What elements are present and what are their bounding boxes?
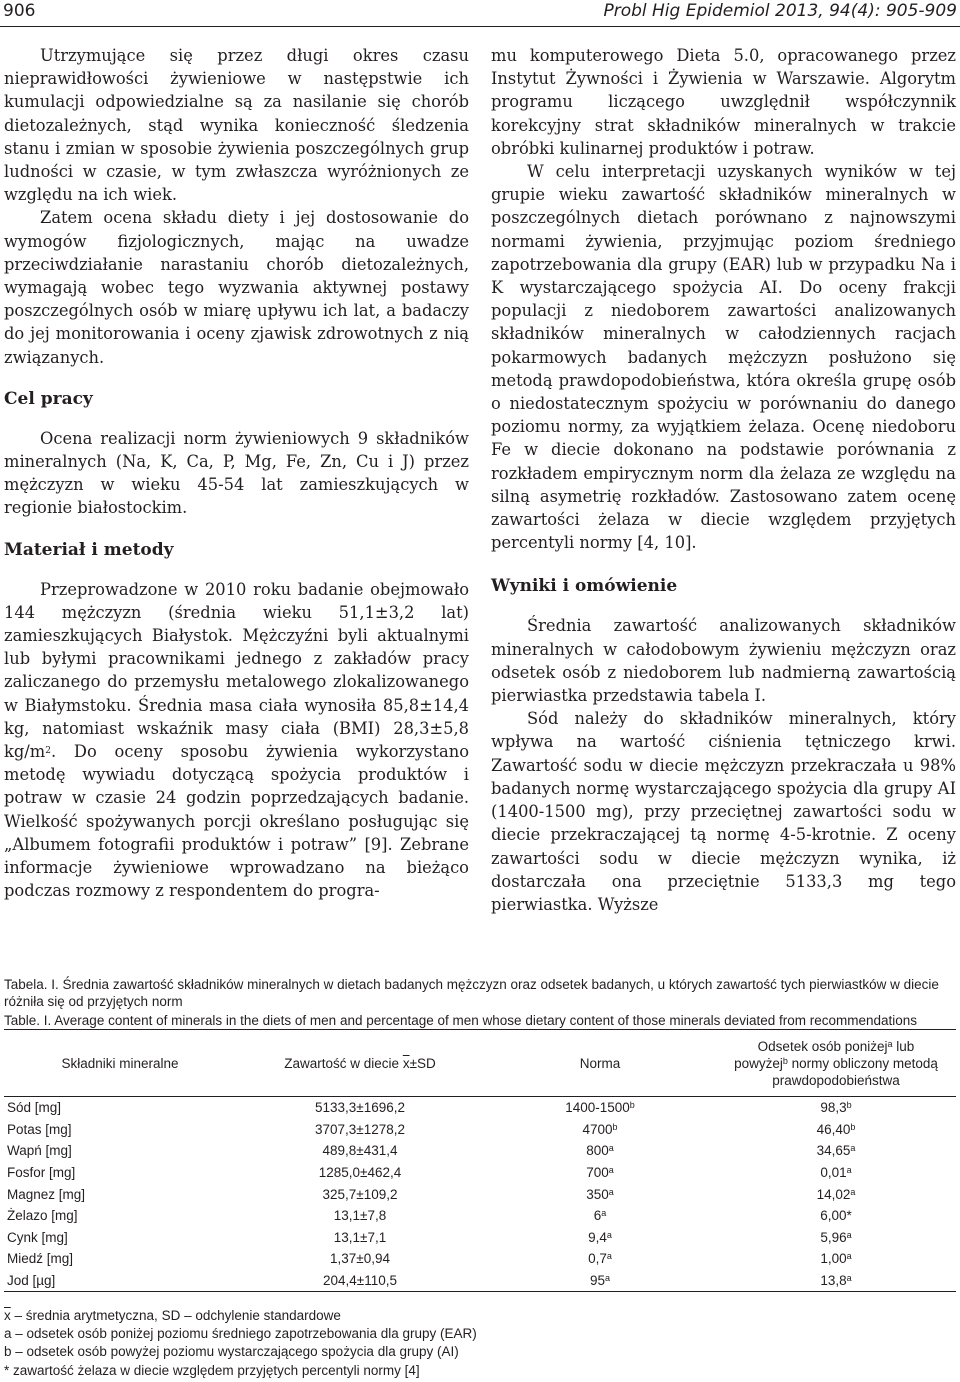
journal-reference: Probl Hig Epidemiol 2013, 94(4): 905-909 — [603, 1, 957, 21]
header-pct-line2-end: normy obliczony metodą — [787, 1055, 938, 1071]
cell-norm-superscript: a — [608, 1186, 614, 1197]
cell-content-value: 3707,3±1278,2 — [315, 1121, 405, 1137]
cell-percentage-superscript: a — [846, 1165, 852, 1176]
cell-norm-superscript: a — [601, 1208, 607, 1219]
cell-norm-value: 4700 — [582, 1121, 613, 1137]
cell-mineral — [4, 1205, 236, 1227]
cell-content — [236, 1248, 484, 1270]
cell-percentage-superscript: a — [850, 1186, 856, 1197]
table-header-row — [4, 1030, 956, 1097]
cell-norm-superscript: a — [605, 1273, 611, 1284]
cell-norm-value: 6 — [593, 1208, 602, 1224]
header-content-text: Zawartość w diecie — [284, 1055, 403, 1071]
header-pct-line1: Odsetek osób poniżej — [757, 1038, 888, 1054]
table-row — [4, 1205, 956, 1227]
header-minerals: Składniki mineralne — [4, 1030, 236, 1097]
cell-percentage-value: 0,01 — [820, 1165, 847, 1181]
cell-mineral-value: Sód [mg] — [7, 1100, 62, 1116]
cell-percentage — [716, 1205, 956, 1227]
methods-text-a: Przeprowadzone w 2010 roku badanie obejmowało 144 mężczyzn (średnia wieku 51,1±3,2 lat) zamieszkujących Białystok. Mężczyźni byli aktualnymi lub byłymi pracownikami jednego z zakładów pracy zaliczanego do przemysłu metalowego zlokalizowanego w Białymstoku. Średnia masa ciała wynosiła 85,8±14,4 kg, natomiast wskaźnik masy ciała (BMI) 28,3±5,8 kg/m — [4, 579, 469, 762]
cell-content-value: 325,7±109,2 — [322, 1186, 398, 1202]
cell-mineral-value: Cynk [mg] — [7, 1229, 68, 1245]
cell-mineral-value: Fosfor [mg] — [7, 1165, 76, 1181]
cell-norm-value: 350 — [586, 1186, 609, 1202]
note-iron: * zawartość żelaza w diecie względem przyjętych percentyli normy [4] — [4, 1362, 420, 1378]
results-paragraph-2: Sód należy do składników mineralnych, który wpływa na wartość ciśnienia tętniczego krwi. Zawartość sodu w diecie mężczyzn przekraczała u 98% badanych normę wystarczającego spożycia dla grupy AI (1400-1500 mg), przy przeciętnej zawartości sodu w diecie przekraczającej tą normę 4-5-krotnie. Z oceny zawartości sodu w diecie mężczyzn wynika, iż dostarczała ona przeciętnie 5133,3 mg tego pierwiastka. Wyższe — [491, 709, 956, 914]
cell-percentage-value: 6,00* — [820, 1208, 852, 1224]
cell-norm — [484, 1183, 716, 1205]
methods-superscript: 2 — [45, 746, 51, 757]
methods-paragraph — [4, 578, 469, 903]
page-number: 906 — [3, 1, 36, 21]
cell-percentage — [716, 1183, 956, 1205]
cell-norm-value: 95 — [589, 1273, 605, 1289]
cell-percentage-value: 5,96 — [820, 1229, 847, 1245]
cell-content-value: 13,1±7,1 — [333, 1229, 387, 1245]
cell-norm-value: 1400-1500 — [565, 1100, 630, 1116]
cell-norm — [484, 1227, 716, 1249]
cell-percentage — [716, 1140, 956, 1162]
cell-content — [236, 1183, 484, 1205]
table-row — [4, 1097, 956, 1119]
cell-percentage-value: 98,3 — [820, 1100, 847, 1116]
aim-heading: Cel pracy — [4, 388, 93, 409]
running-header — [0, 0, 960, 26]
cell-content-value: 5133,3±1696,2 — [315, 1100, 405, 1116]
cell-percentage-value: 13,8 — [820, 1273, 847, 1289]
table-row — [4, 1183, 956, 1205]
cell-percentage-superscript: a — [850, 1143, 856, 1154]
cell-percentage-superscript: a — [846, 1273, 852, 1284]
cell-percentage-superscript: b — [850, 1121, 856, 1132]
cell-mineral-value: Magnez [mg] — [7, 1186, 86, 1202]
note-mean-symbol: $\overline{x}$ — [4, 1308, 11, 1323]
table-row — [4, 1119, 956, 1141]
note-a: a – odsetek osób poniżej poziomu średniego zapotrzebowania dla grupy (EAR) — [4, 1326, 477, 1342]
cell-percentage-value: 1,00 — [820, 1251, 847, 1267]
table-body — [4, 1097, 956, 1292]
cell-norm-value: 0,7 — [588, 1251, 607, 1267]
header-pct-line3: prawdopodobieństwa — [772, 1072, 900, 1088]
cell-norm — [484, 1140, 716, 1162]
cell-norm — [484, 1270, 716, 1292]
results-heading: Wyniki i omówienie — [491, 576, 678, 597]
header-content-sd: ±SD — [409, 1055, 436, 1071]
cell-content-value: 204,4±110,5 — [323, 1273, 397, 1289]
cell-norm-superscript: a — [606, 1229, 612, 1240]
cell-mineral-value: Wapń [mg] — [7, 1143, 72, 1159]
cell-percentage-superscript: b — [846, 1100, 852, 1111]
cell-mineral — [4, 1162, 236, 1184]
cell-mineral-value: Jod [µg] — [7, 1273, 56, 1289]
cell-percentage — [716, 1119, 956, 1141]
methods-text-b: . Do oceny sposobu żywienia wykorzystano metodę wywiadu dotyczącą spożycia produktów i potraw w czasie 24 godzin poprzedzających badanie. Wielkość spożywanych porcji określano posługując się „Albumem fotografii produktów i potraw” [9]. Zebrane informacje żywieniowe wprowadzano na bieżąco podczas rozmowy z respondentem do progra- — [4, 742, 469, 901]
cell-content — [236, 1227, 484, 1249]
cell-norm-value: 800 — [586, 1143, 609, 1159]
cell-percentage-superscript: a — [846, 1251, 852, 1262]
cell-percentage — [716, 1162, 956, 1184]
table-caption-en: Table. I. Average content of minerals in the diets of men and percentage of men whose dietary content of those minerals deviated from recommendations — [4, 1013, 918, 1028]
cell-mineral — [4, 1097, 236, 1119]
cell-norm-superscript: a — [606, 1251, 612, 1262]
header-pct-sup-a: a — [887, 1038, 893, 1049]
cell-norm-superscript: b — [612, 1121, 618, 1132]
aim-paragraph: Ocena realizacji norm żywieniowych 9 składników mineralnych (Na, K, Ca, P, Mg, Fe, Zn, Cu i J) przez mężczyzn w wieku 45-54 lat zamieszkujących w regionie białostockim. — [4, 428, 469, 518]
table-row — [4, 1162, 956, 1184]
cell-percentage — [716, 1097, 956, 1119]
cell-percentage — [716, 1248, 956, 1270]
cell-norm — [484, 1097, 716, 1119]
table-row — [4, 1248, 956, 1270]
cell-mineral — [4, 1119, 236, 1141]
header-rule — [0, 26, 960, 27]
right-column — [491, 44, 956, 916]
cell-percentage — [716, 1227, 956, 1249]
cell-norm-superscript: b — [629, 1100, 635, 1111]
cell-mineral — [4, 1227, 236, 1249]
table-row — [4, 1270, 956, 1292]
cell-percentage-value: 14,02 — [816, 1186, 851, 1202]
header-pct-line1-end: lub — [892, 1038, 915, 1054]
cell-mineral-value: Potas [mg] — [7, 1121, 72, 1137]
cell-content-value: 489,8±431,4 — [322, 1143, 398, 1159]
cell-percentage-superscript: a — [846, 1229, 852, 1240]
cell-content-value: 13,1±7,8 — [333, 1208, 387, 1224]
cell-norm-superscript: a — [608, 1165, 614, 1176]
cell-content — [236, 1097, 484, 1119]
cell-mineral-value: Miedź [mg] — [7, 1251, 74, 1267]
minerals-table — [4, 1029, 956, 1292]
cell-norm-value: 700 — [586, 1165, 609, 1181]
left-column — [4, 44, 469, 903]
cell-mineral — [4, 1270, 236, 1292]
cell-norm — [484, 1119, 716, 1141]
table-caption — [4, 976, 954, 1029]
table-row — [4, 1227, 956, 1249]
header-content — [236, 1030, 484, 1097]
mean-symbol: $\overline{x}$ — [402, 1055, 410, 1071]
cell-percentage — [716, 1270, 956, 1292]
intro-paragraph-2: Zatem ocena składu diety i jej dostosowanie do wymogów fizjologicznych, mając na uwadze przeciwdziałanie narastaniu chorób dietozależnych, wymagają wobec tego wyzwania aktywnej postawy poszczególnych osób w miarę upływu ich lat, a badaczy do jej monitorowania i oceny zjawisk zdrowotnych z nią związanych. — [4, 208, 469, 367]
table-row — [4, 1140, 956, 1162]
cell-content-value: 1285,0±462,4 — [318, 1165, 402, 1181]
cell-mineral — [4, 1140, 236, 1162]
header-norm: Norma — [484, 1030, 716, 1097]
cell-percentage-value: 34,65 — [816, 1143, 851, 1159]
cell-content-value: 1,37±0,94 — [330, 1251, 390, 1267]
header-percentage — [716, 1030, 956, 1097]
methods-paragraph-2: W celu interpretacji uzyskanych wyników w tej grupie wieku zawartość składników mineralnych w poszczególnych dietach porównano z najnowszymi normami żywienia, przyjmując poziom średniego zapotrzebowania dla grupy (EAR) lub w przypadku Na i K wystarczającego spożycia AI. Do oceny frakcji populacji z niedoborem zawartości analizowanych składników mineralnych w całodziennych racjach pokarmowych badanych mężczyzn posłużono się metodą prawdopodobieństwa, która określa grupę osób o niedostatecznym spożyciu w porównaniu do danego poziomu normy, za wyjątkiem żelaza. Ocenę niedoboru Fe w diecie dokonano na podstawie porównania z rozkładem empirycznym norm dla żelaza ze względu na silną asymetrię rozkładów. Zastosowano zatem ocenę zawartości żelaza w diecie względem przyjętych percentyli normy [4, 10]. — [491, 162, 956, 553]
header-pct-line2: powyżej — [734, 1055, 783, 1071]
table-caption-pl: Tabela. I. Średnia zawartość składników mineralnych w dietach badanych mężczyzn oraz odsetek badanych, u których zawartość tych pierwiastków w diecie różniła się od przyjętych norm — [4, 977, 939, 1009]
results-paragraph-1: Średnia zawartość analizowanych składników mineralnych w całodobowym żywieniu mężczyzn oraz odsetek osób z niedoborem lub nadmierną zawartością pierwiastka przedstawia tabela I. — [491, 616, 956, 706]
methods-continuation: mu komputerowego Dieta 5.0, opracowanego przez Instytut Żywności i Żywienia w Warszawie. Algorytm programu liczącego uwzględnił współczynnik korekcyjny strat składników mineralnych w trakcie obróbki kulinarnej produktów i potraw. — [491, 46, 956, 158]
cell-norm-superscript: a — [608, 1143, 614, 1154]
cell-mineral — [4, 1183, 236, 1205]
methods-heading: Materiał i metody — [4, 539, 174, 560]
header-pct-sup-b: b — [782, 1055, 788, 1066]
cell-mineral-value: Żelazo [mg] — [7, 1208, 78, 1224]
intro-paragraph-1: Utrzymujące się przez długi okres czasu nieprawidłowości żywieniowe w następstwie ich kumulacji odpowiedzialne są za nasilanie się chorób dietozależnych, stąd wynika konieczność śledzenia stanu i zmian w sposobie żywienia poszczególnych grup ludności w czasie, w tym zwłaszcza wyróżnionych ze względu na ich wiek. — [4, 46, 469, 205]
cell-norm-value: 9,4 — [588, 1229, 607, 1245]
cell-percentage-value: 46,40 — [816, 1121, 851, 1137]
cell-norm — [484, 1205, 716, 1227]
cell-norm — [484, 1248, 716, 1270]
cell-content — [236, 1140, 484, 1162]
cell-content — [236, 1270, 484, 1292]
cell-content — [236, 1205, 484, 1227]
cell-mineral — [4, 1248, 236, 1270]
cell-content — [236, 1162, 484, 1184]
table-notes — [4, 1307, 954, 1380]
note-mean-text: – średnia arytmetyczna, SD – odchylenie standardowe — [10, 1308, 341, 1323]
cell-norm — [484, 1162, 716, 1184]
note-b: b – odsetek osób powyżej poziomu wystarczającego spożycia dla grupy (AI) — [4, 1344, 459, 1360]
note-mean — [4, 1307, 954, 1325]
cell-content — [236, 1119, 484, 1141]
